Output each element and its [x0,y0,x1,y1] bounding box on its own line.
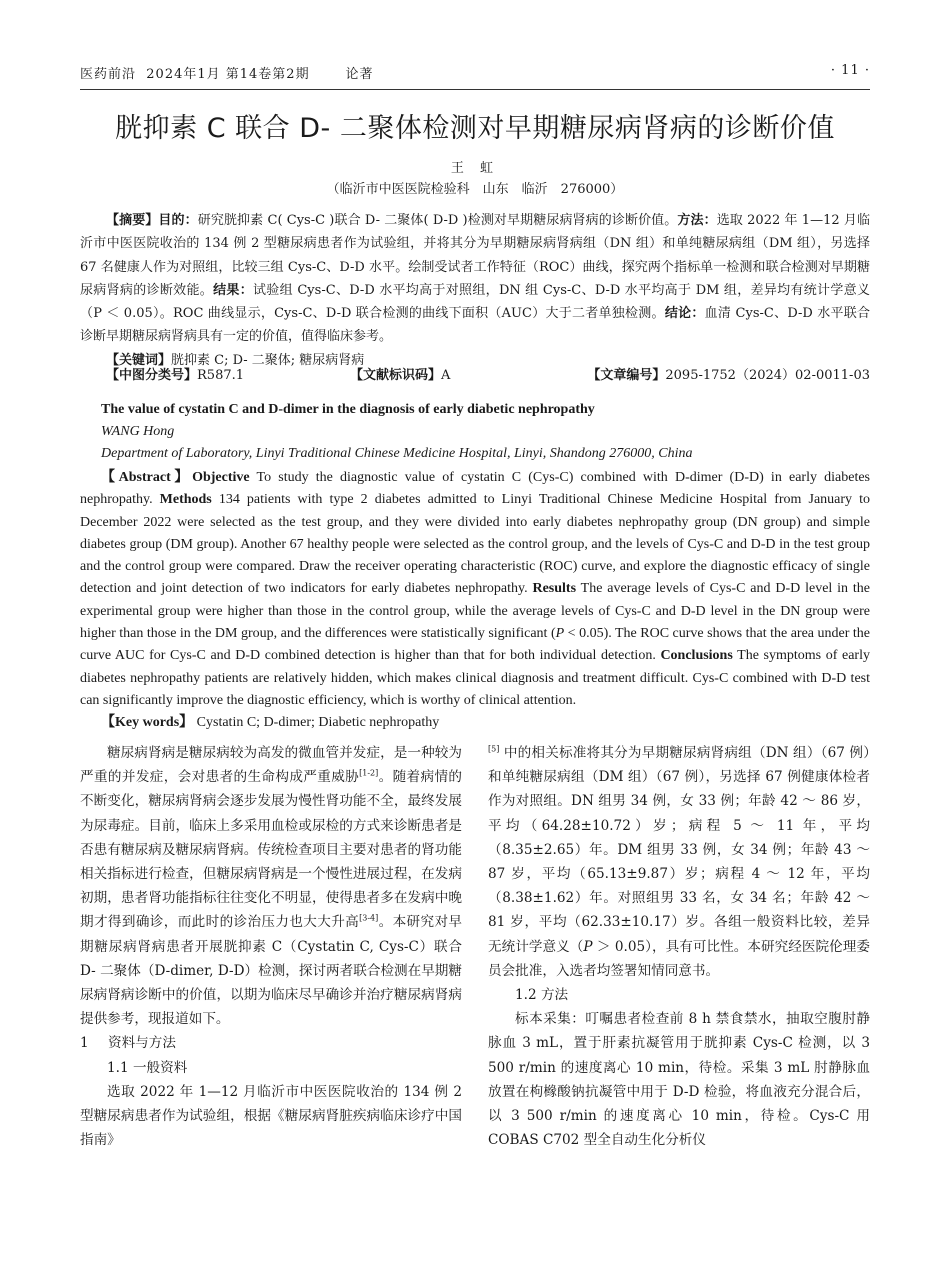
purpose-text: 研究胱抑素 C( Cys-C )联合 D- 二聚体( D-D )检测对早期糖尿病肾病的诊断价值。 [197,213,678,228]
page-number: · 11 · [830,63,870,78]
intro-text: 糖尿病肾病是糖尿病较为高发的微血管并发症，是一种较为严重的并发症，会对患者的生命构成严重威胁 [80,745,462,786]
doc-code-value: A [441,368,451,383]
english-title: The value of cystatin C and D-dimer in the diagnosis of early diabetic nephropathy [101,402,595,417]
subsection-heading-1-1: 1.1 一般资料 [107,1059,188,1076]
body-column-right [488,741,870,1152]
keywords-text: 胱抑素 C; D- 二聚体; 糖尿病肾病 [171,352,365,368]
citation: [3-4] [359,913,379,923]
results-label: Results [532,581,577,597]
section-title: 资料与方法 [108,1035,176,1052]
results-text: The average levels of Cys-C and D-D level in the experimental group were higher than those in the control group, while the average levels of Cys-C and D-D level in the DN group were higher than those in the DM group, and the differences were statistically significant ( [80,581,870,642]
english-abstract [80,467,870,735]
english-author: WANG Hong [101,424,175,439]
methods-label: Methods [159,492,212,508]
classification-number [106,364,244,383]
classification-label: 【中图分类号】 [106,368,198,383]
article-title: 胱抑素 C 联合 D- 二聚体检测对早期糖尿病肾病的诊断价值 [115,113,835,144]
conclusion-label: 结论： [664,306,705,322]
general-data-text-2: 中的相关标准将其分为早期糖尿病肾病组（DN 组）（67 例）和单纯糖尿病组（DM 组）（67 例），另选择 67 例健康体检者作为对照组。DN 组男 34 例，女 33 例；年龄 42 ～ 86 岁，平均（64.28±10.72）岁；病程 5 ～ 11 年，平均（8.35±2.65）年。DM 组男 33 例，女 34 例；年龄 43 ～ 87 岁，平均（65.13±9.87）岁；病程 4 ～ 12 年，平均（8.38±1.62）年。对照组男 33 名，女 34 名；年龄 42 ～ 81 岁，平均（62.33±10.17）岁。各组一般资料比较，差异无统计学意义（ [488,745,870,955]
document-code [350,364,450,383]
objective-text: To study the diagnostic value of cystatin C (Cys-C) combined with D-dimer (D-D) in early diabetes nephropathy. [80,470,870,508]
doc-code-label: 【文献标识码】 [350,368,442,383]
results-text-2: < 0.05). The ROC curve shows that the area under the curve AUC for Cys-C and D-D combined detection is higher than that for both individual detection. [80,626,871,664]
article-no-label: 【文章编号】 [587,368,666,383]
citation: [1-2] [359,768,379,778]
method-label: 方法： [677,213,717,228]
general-data-text: 选取 2022 年 1—12 月临沂市中医医院收治的 134 例 2 型糖尿病患者作为试验组，根据《糖尿病肾脏疾病临床诊疗中国指南》 [80,1083,462,1149]
author-affiliation: （临沂市中医医院检验科 山东 临沂 276000） [326,182,624,197]
en-abstract-label: 【Abstract】 [101,470,193,485]
en-keywords-label: 【Key words】 [101,715,194,731]
method-text: 选取 2022 年 1—12 月临沂市中医医院收治的 134 例 2 型糖尿病患者作为试验组，并将其分为早期糖尿病肾病组（DN 组）和单纯糖尿病组（DM 组），另选择 67 名健康人作为对照组，比较三组 Cys-C、D-D 水平。绘制受试者工作特征（ROC）曲线，探究两个指标单一检测和联合检测对早期糖尿病肾病的诊断效能。 [80,213,870,298]
p-symbol: P [555,626,565,642]
english-abstract-paragraph [80,467,870,712]
intro-text-2: 。随着病情的不断变化，糖尿病肾病会逐步发展为慢性肾功能不全，最终发展为尿毒症。目前，临床上多采用血检或尿检的方式来诊断患者是否患有糖尿病及糖尿病肾病。传统检查项目主要对患者的肾功能相关指标进行检查，但糖尿病肾病是一个慢性进展过程，在发病初期，患者肾功能指标往往变化不明显，使得患者多在发病中晚期才得到确诊，而此时的诊治压力也大大升高 [80,769,463,931]
methods-text: 134 patients with type 2 diabetes admitted to Linyi Traditional Chinese Medicine Hospital from January to December 2022 were selected as the test group, and they were divided into early diabetes nephropathy group (DN group) and simple diabetes group (DM group). Another 67 healthy people were selected as the control group, and the levels of Cys-C and D-D in the test group and the control group were compared. Draw the receiver operating characteristic (ROC) curve, and explore the diagnostic efficacy of single detection and joint detection of two indicators for early diabetes nephropathy. [80,492,870,597]
article-no-value: 2095-1752（2024）02-0011-03 [665,368,870,383]
purpose-label: 目的： [158,213,198,228]
en-keywords-text: Cystatin C; D-dimer; Diabetic nephropathy [193,715,440,731]
english-keywords [80,712,870,734]
conclusions-label: Conclusions [660,648,733,664]
keywords-label: 【关键词】 [106,352,172,368]
general-data-continued [488,741,870,983]
section-label: 论著 [345,67,374,82]
chinese-abstract [80,209,870,372]
p-symbol: P [583,938,593,955]
english-affiliation: Department of Laboratory, Linyi Traditional Chinese Medicine Hospital, Linyi, Shandong 276000, China [101,446,693,461]
result-label: 结果： [213,282,253,298]
citation: [5] [488,744,500,754]
section-heading-1 [80,1031,462,1055]
journal-info [80,63,374,82]
result-text: 试验组 Cys-C、D-D 水平均高于对照组，DN 组 Cys-C、D-D 水平均高于 DM 组，差异均有统计学意义（P ＜ 0.05）。ROC 曲线显示，Cys-C、D-D 联合检测的曲线下面积（AUC）大于二者单独检测。 [80,282,870,322]
abstract-paragraph [80,209,870,349]
intro-text-3: 。本研究对早期糖尿病肾病患者开展胱抑素 C（Cystatin C, Cys-C）联合 D- 二聚体（D-dimer, D-D）检测，探讨两者联合检测在早期糖尿病肾病诊断中的价值，以期为临床尽早确诊并治疗糖尿病肾病提供参考，现报道如下。 [80,914,463,1028]
general-data-text-3: ＞ 0.05），具有可比性。本研究经医院伦理委员会批准，入选者均签署知情同意书。 [488,938,871,979]
classification-value: R587.1 [197,368,245,383]
conclusions-text: The symptoms of early diabetes nephropathy patients are relatively hidden, which makes clinical diagnosis and treatment difficult. Cys-C combined with D-D test can significantly improve the diagnostic efficiency, which is worthy of clinical attention. [80,648,870,708]
conclusion-text: 血清 Cys-C、D-D 水平联合诊断早期糖尿病肾病具有一定的价值，值得临床参考。 [80,306,870,345]
journal-name: 医药前沿 [80,67,137,82]
subsection-heading-1-2: 1.2 方法 [515,987,569,1004]
author-name: 王 虹 [450,161,500,176]
english-title-block [101,399,871,465]
objective-label: Objective [192,470,250,485]
article-meta [80,364,870,386]
body-column-left [80,741,462,1152]
article-number [587,364,870,383]
intro-paragraph [80,741,462,1031]
abstract-label: 【摘要】 [106,213,159,228]
section-number: 1 [80,1035,89,1052]
journal-issue: 2024年1月 第14卷第2期 [146,67,310,82]
general-data-paragraph [80,1080,462,1153]
header-rule [80,89,870,90]
methods-paragraph: 标本采集：叮嘱患者检查前 8 h 禁食禁水，抽取空腹肘静脉血 3 mL，置于肝素抗凝管用于胱抑素 Cys-C 检测，以 3 500 r/min 的速度离心 10 min，待检。采集 3 mL 肘静脉血放置在枸橼酸钠抗凝管中用于 D-D 检验，将血液充分混合后，以 3 500 r/min 的速度离心 10 min，待检。Cys-C 用 COBAS C702 型全自动生化分析仪 [488,1011,870,1149]
